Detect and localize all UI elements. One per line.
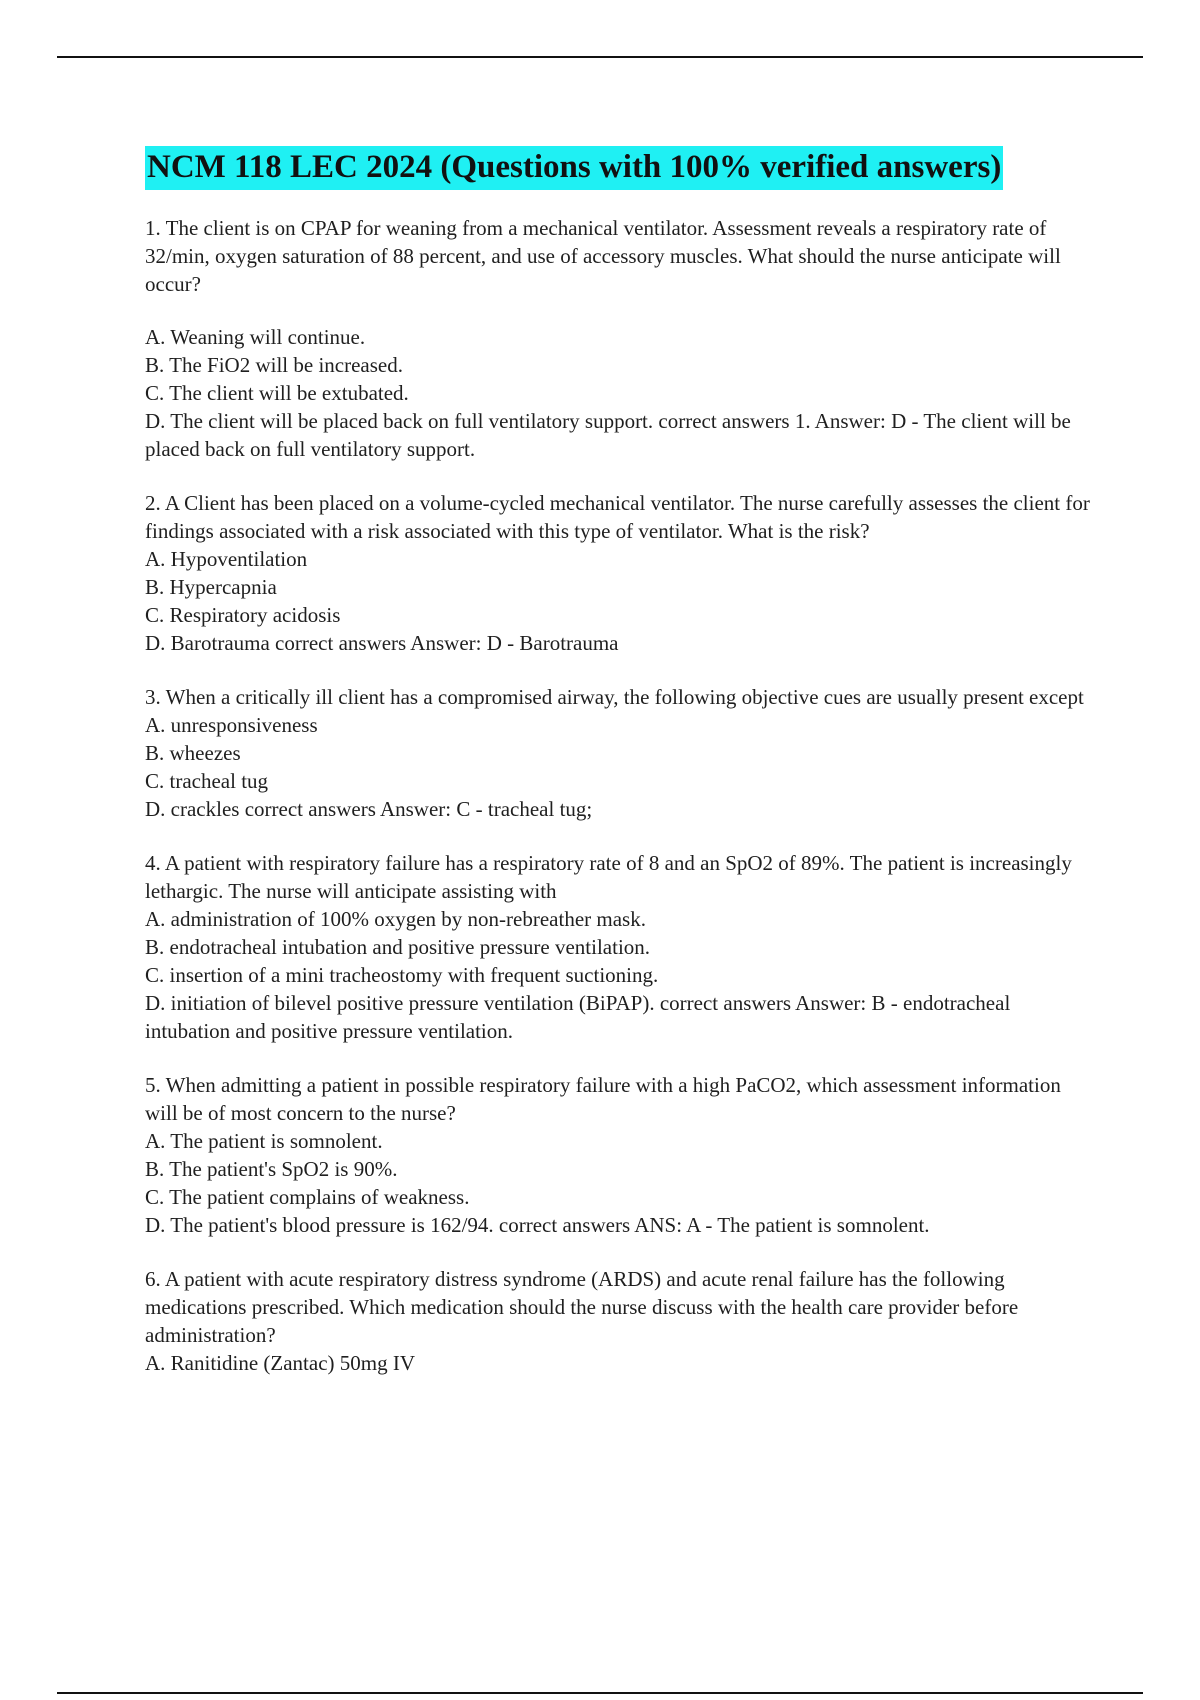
question-1-option-a: A. Weaning will continue. bbox=[145, 325, 366, 349]
question-3-option-a: A. unresponsiveness bbox=[145, 713, 318, 737]
question-4-option-d-answer: D. initiation of bilevel positive pressure ventilation (BiPAP). correct answers Answer: B - endotracheal intubation and positive pressure ventilation. bbox=[145, 991, 1011, 1043]
question-3-option-b: B. wheezes bbox=[145, 741, 241, 765]
question-2-option-c: C. Respiratory acidosis bbox=[145, 603, 341, 627]
question-4 bbox=[145, 849, 1090, 1045]
question-5-option-d-answer: D. The patient's blood pressure is 162/94. correct answers ANS: A - The patient is somnolent. bbox=[145, 1213, 930, 1237]
question-5 bbox=[145, 1071, 1090, 1239]
header-rule bbox=[57, 56, 1143, 58]
question-4-option-b: B. endotracheal intubation and positive pressure ventilation. bbox=[145, 935, 651, 959]
question-list bbox=[145, 214, 1090, 1403]
question-6 bbox=[145, 1265, 1090, 1377]
question-3 bbox=[145, 683, 1090, 823]
question-6-text: 6. A patient with acute respiratory distress syndrome (ARDS) and acute renal failure has the following medications prescribed. Which medication should the nurse discuss with the health care provider before administration? bbox=[145, 1267, 1019, 1347]
question-5-option-c: C. The patient complains of weakness. bbox=[145, 1185, 470, 1209]
question-1-option-d-answer: D. The client will be placed back on full ventilatory support. correct answers 1. Answer: D - The client will be placed back on full ventilatory support. bbox=[145, 409, 1071, 461]
question-5-option-b: B. The patient's SpO2 is 90%. bbox=[145, 1157, 398, 1181]
question-2-option-a: A. Hypoventilation bbox=[145, 547, 308, 571]
question-2 bbox=[145, 489, 1090, 657]
question-6-option-a: A. Ranitidine (Zantac) 50mg IV bbox=[145, 1351, 416, 1375]
question-5-option-a: A. The patient is somnolent. bbox=[145, 1129, 383, 1153]
question-4-text: 4. A patient with respiratory failure has a respiratory rate of 8 and an SpO2 of 89%. The patient is increasingly lethargic. The nurse will anticipate assisting with bbox=[145, 851, 1072, 903]
question-2-option-b: B. Hypercapnia bbox=[145, 575, 277, 599]
document-title: NCM 118 LEC 2024 (Questions with 100% verified answers) bbox=[145, 146, 1003, 190]
question-5-text: 5. When admitting a patient in possible respiratory failure with a high PaCO2, which assessment information will be of most concern to the nurse? bbox=[145, 1073, 1061, 1125]
question-1-text: 1. The client is on CPAP for weaning from a mechanical ventilator. Assessment reveals a respiratory rate of 32/min, oxygen saturation of 88 percent, and use of accessory muscles. What should the nurse anticipate will occur? bbox=[145, 216, 1061, 296]
question-4-option-a: A. administration of 100% oxygen by non-rebreather mask. bbox=[145, 907, 646, 931]
question-4-option-c: C. insertion of a mini tracheostomy with frequent suctioning. bbox=[145, 963, 659, 987]
question-1-option-c: C. The client will be extubated. bbox=[145, 381, 409, 405]
question-3-text: 3. When a critically ill client has a compromised airway, the following objective cues are usually present except bbox=[145, 685, 1084, 709]
question-2-text: 2. A Client has been placed on a volume-cycled mechanical ventilator. The nurse carefully assesses the client for findings associated with a risk associated with this type of ventilator. What is the risk? bbox=[145, 491, 1090, 543]
question-1-option-b: B. The FiO2 will be increased. bbox=[145, 353, 403, 377]
question-2-option-d-answer: D. Barotrauma correct answers Answer: D - Barotrauma bbox=[145, 631, 619, 655]
question-3-option-d-answer: D. crackles correct answers Answer: C - tracheal tug; bbox=[145, 797, 593, 821]
footer-rule bbox=[57, 1692, 1143, 1694]
question-3-option-c: C. tracheal tug bbox=[145, 769, 269, 793]
question-1 bbox=[145, 214, 1090, 463]
question-1-spacer bbox=[145, 298, 1090, 323]
